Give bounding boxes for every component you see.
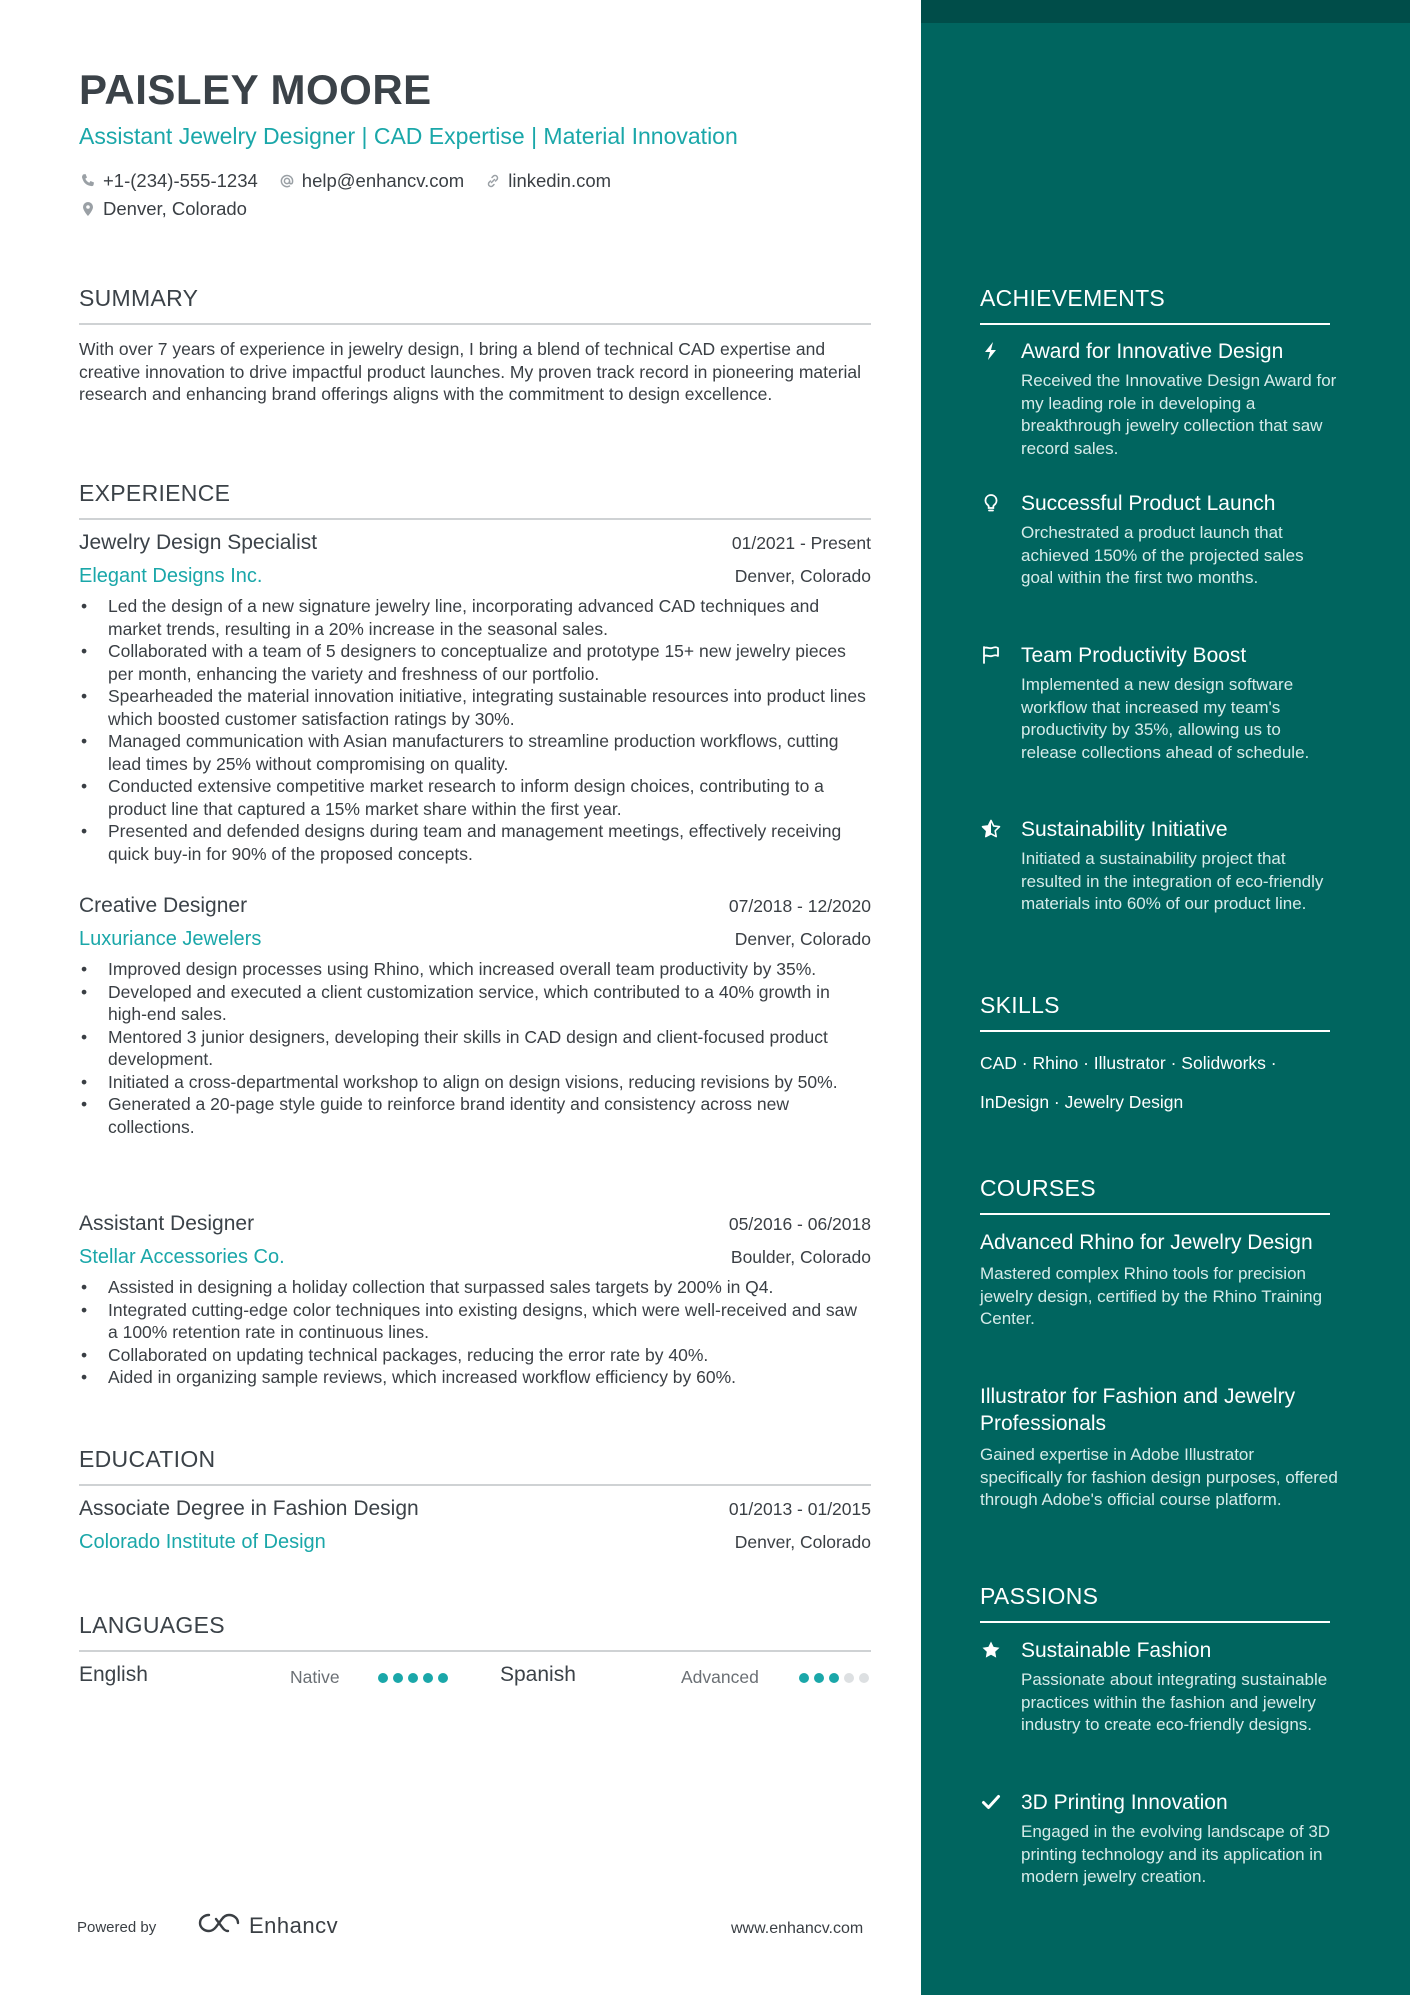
languages-title: LANGUAGES <box>79 1612 225 1638</box>
skills-title: SKILLS <box>980 992 1060 1018</box>
job-company: Elegant Designs Inc. <box>79 565 263 587</box>
passions-divider <box>980 1621 1330 1623</box>
job-dates: 01/2021 - Present <box>731 533 871 553</box>
achievement-desc: Initiated a sustainability project that resulted in the integration of eco-friendly materials into 60% of our product line. <box>1021 849 1324 913</box>
degree-title: Associate Degree in Fashion Design <box>79 1497 419 1520</box>
phone-item <box>79 170 258 192</box>
lightbulb-icon <box>980 492 1002 514</box>
job-location: Boulder, Colorado <box>730 1247 871 1267</box>
skills-line: InDesign · Jewelry Design <box>980 1092 1184 1112</box>
phone-text[interactable]: +1-(234)-555-1234 <box>103 170 258 191</box>
achievement-desc: Implemented a new design software workflow that increased my team's productivity by 35%, allowing us to release collections ahead of schedule. <box>1021 675 1310 762</box>
job-entry <box>79 1212 871 1389</box>
achievement-item <box>980 642 1350 764</box>
rating-dot-empty <box>844 1673 854 1683</box>
language-level: Advanced <box>681 1667 759 1687</box>
rating-dot-empty <box>859 1673 869 1683</box>
courses-title: COURSES <box>980 1175 1096 1201</box>
job-title: Jewelry Design Specialist <box>79 531 318 554</box>
job-dates: 07/2018 - 12/2020 <box>728 896 871 916</box>
lightning-icon <box>980 340 1002 362</box>
language-name: English <box>79 1663 148 1686</box>
job-bullet: • Conducted extensive competitive market research to inform design choices, contributing to a product line that captured a 15% market share within the first year. <box>79 775 871 820</box>
job-bullets <box>79 1276 871 1389</box>
achievements-divider <box>980 323 1330 325</box>
languages-divider <box>79 1650 871 1652</box>
achievement-title: Sustainability Initiative <box>1021 818 1228 841</box>
language-rating <box>799 1673 874 1683</box>
summary-text: With over 7 years of experience in jewelry design, I bring a blend of technical CAD expertise and creative innovation to drive impactful product launches. My proven track record in pioneering material research and enhancing brand offerings aligns with the commitment to design excellence. <box>79 339 862 404</box>
star-half-icon <box>980 818 1002 840</box>
passion-desc: Engaged in the evolving landscape of 3D printing technology and its application in modern jewelry creation. <box>1021 1822 1331 1886</box>
job-bullet: • Collaborated on updating technical packages, reducing the error rate by 40%. <box>79 1344 871 1367</box>
course-item <box>980 1229 1340 1331</box>
star-icon <box>980 1639 1002 1661</box>
achievement-item <box>980 490 1350 590</box>
job-bullet: • Collaborated with a team of 5 designers to conceptualize and prototype 15+ new jewelry pieces per month, enhancing the variety and freshness of our portfolio. <box>79 640 871 685</box>
location-item <box>79 198 247 220</box>
location-row <box>79 198 267 220</box>
rating-dot-filled <box>423 1673 433 1683</box>
contact-row <box>79 170 631 192</box>
passion-desc: Passionate about integrating sustainable practices within the fashion and jewelry industry to create eco-friendly designs. <box>1021 1670 1328 1734</box>
job-bullet: • Presented and defended designs during team and management meetings, effectively receiving quick buy-in for 90% of the proposed concepts. <box>79 820 871 865</box>
achievement-desc: Received the Innovative Design Award for my leading role in developing a breakthrough jewelry collection that saw record sales. <box>1021 371 1337 458</box>
at-icon <box>278 172 296 190</box>
education-title: EDUCATION <box>79 1446 216 1472</box>
education-location: Denver, Colorado <box>734 1532 871 1552</box>
enhancv-logo[interactable] <box>195 1910 338 1941</box>
email-text[interactable]: help@enhancv.com <box>301 170 465 191</box>
checkmark-icon <box>980 1791 1002 1813</box>
job-title: Creative Designer <box>79 894 248 917</box>
job-bullet: • Spearheaded the material innovation initiative, integrating sustainable resources into product lines which boosted customer satisfaction ratings by 30%. <box>79 685 871 730</box>
school-name: Colorado Institute of Design <box>79 1531 326 1553</box>
job-location: Denver, Colorado <box>734 929 871 949</box>
candidate-name: PAISLEY MOORE <box>79 66 432 113</box>
linkedin-text[interactable]: linkedin.com <box>508 170 612 191</box>
achievements-title: ACHIEVEMENTS <box>980 285 1166 311</box>
headline: Assistant Jewelry Designer | CAD Expertise | Material Innovation <box>79 123 738 149</box>
job-bullet: • Assisted in designing a holiday collection that surpassed sales targets by 200% in Q4. <box>79 1276 871 1299</box>
course-item <box>980 1383 1340 1512</box>
job-dates: 05/2016 - 06/2018 <box>728 1214 871 1234</box>
job-entry <box>79 531 871 865</box>
passion-item <box>980 1637 1350 1737</box>
job-title: Assistant Designer <box>79 1212 255 1235</box>
job-company: Luxuriance Jewelers <box>79 928 262 950</box>
powered-by-label: Powered by <box>77 1919 157 1936</box>
summary-title: SUMMARY <box>79 285 199 311</box>
languages-row <box>79 1663 871 1693</box>
skills-divider <box>980 1030 1330 1032</box>
job-bullet: • Integrated cutting-edge color techniques into existing designs, which were well-received and saw a 100% retention rate in continuous lines. <box>79 1299 871 1344</box>
job-bullet: • Mentored 3 junior designers, developing their skills in CAD design and client-focused product development. <box>79 1026 871 1071</box>
education-divider <box>79 1484 871 1486</box>
course-title: Advanced Rhino for Jewelry Design <box>980 1231 1313 1254</box>
job-company: Stellar Accessories Co. <box>79 1246 285 1268</box>
job-entry <box>79 894 871 1138</box>
enhancv-brand: Enhancv <box>249 1912 339 1938</box>
skills-line: CAD · Rhino · Illustrator · Solidworks · <box>980 1053 1277 1073</box>
job-bullet: • Developed and executed a client customization service, which contributed to a 40% growth in high-end sales. <box>79 981 871 1026</box>
achievement-title: Successful Product Launch <box>1021 492 1276 515</box>
job-bullet: • Led the design of a new signature jewelry line, incorporating advanced CAD techniques and market trends, resulting in a 20% increase in the seasonal sales. <box>79 595 871 640</box>
rating-dot-filled <box>408 1673 418 1683</box>
achievement-title: Award for Innovative Design <box>1021 340 1284 363</box>
course-title: Illustrator for Fashion and Jewelry Professionals <box>980 1385 1296 1435</box>
sidebar <box>921 0 1410 1995</box>
enhancv-logo-icon <box>195 1910 241 1941</box>
courses-divider <box>980 1213 1330 1215</box>
location-pin-icon <box>79 200 97 218</box>
experience-title: EXPERIENCE <box>79 480 231 506</box>
experience-divider <box>79 518 871 520</box>
passion-title: Sustainable Fashion <box>1021 1639 1212 1662</box>
job-bullet: • Generated a 20-page style guide to reinforce brand identity and consistency across new collections. <box>79 1093 871 1138</box>
achievement-item <box>980 816 1350 916</box>
footer-url[interactable]: www.enhancv.com <box>731 1920 864 1937</box>
achievement-desc: Orchestrated a product launch that achieved 150% of the projected sales goal within the first two months. <box>1021 523 1304 587</box>
location-text: Denver, Colorado <box>103 198 247 219</box>
passions-title: PASSIONS <box>980 1583 1099 1609</box>
job-bullet: • Improved design processes using Rhino, which increased overall team productivity by 35%. <box>79 958 871 981</box>
flag-icon <box>980 644 1002 666</box>
rating-dot-filled <box>814 1673 824 1683</box>
rating-dot-filled <box>438 1673 448 1683</box>
education-dates: 01/2013 - 01/2015 <box>728 1499 871 1519</box>
achievement-title: Team Productivity Boost <box>1021 644 1247 667</box>
passion-title: 3D Printing Innovation <box>1021 1791 1228 1814</box>
course-desc: Gained expertise in Adobe Illustrator specifically for fashion design purposes, offered through Adobe's official course platform. <box>980 1445 1338 1509</box>
sidebar-top-bar <box>921 0 1410 23</box>
rating-dot-filled <box>799 1673 809 1683</box>
job-bullet: • Managed communication with Asian manufacturers to streamline production workflows, cutting lead times by 25% without compromising on quality. <box>79 730 871 775</box>
phone-icon <box>79 172 97 190</box>
email-item <box>278 170 464 192</box>
language-rating <box>378 1673 453 1683</box>
job-bullet: • Initiated a cross-departmental workshop to align on design visions, reducing revisions by 50%. <box>79 1071 871 1094</box>
job-bullets <box>79 595 871 865</box>
skills-list <box>980 1044 1320 1122</box>
linkedin-item <box>484 170 611 192</box>
rating-dot-filled <box>393 1673 403 1683</box>
summary-divider <box>79 323 871 325</box>
education-entry <box>79 1497 871 1561</box>
course-desc: Mastered complex Rhino tools for precision jewelry design, certified by the Rhino Training Center. <box>980 1264 1323 1328</box>
job-bullets <box>79 958 871 1138</box>
job-bullet: • Aided in organizing sample reviews, which increased workflow efficiency by 60%. <box>79 1366 871 1389</box>
language-level: Native <box>290 1667 340 1687</box>
link-icon <box>484 172 502 190</box>
passion-item <box>980 1789 1350 1889</box>
job-location: Denver, Colorado <box>734 566 871 586</box>
rating-dot-filled <box>378 1673 388 1683</box>
rating-dot-filled <box>829 1673 839 1683</box>
language-name: Spanish <box>500 1663 576 1686</box>
achievement-item <box>980 338 1350 460</box>
